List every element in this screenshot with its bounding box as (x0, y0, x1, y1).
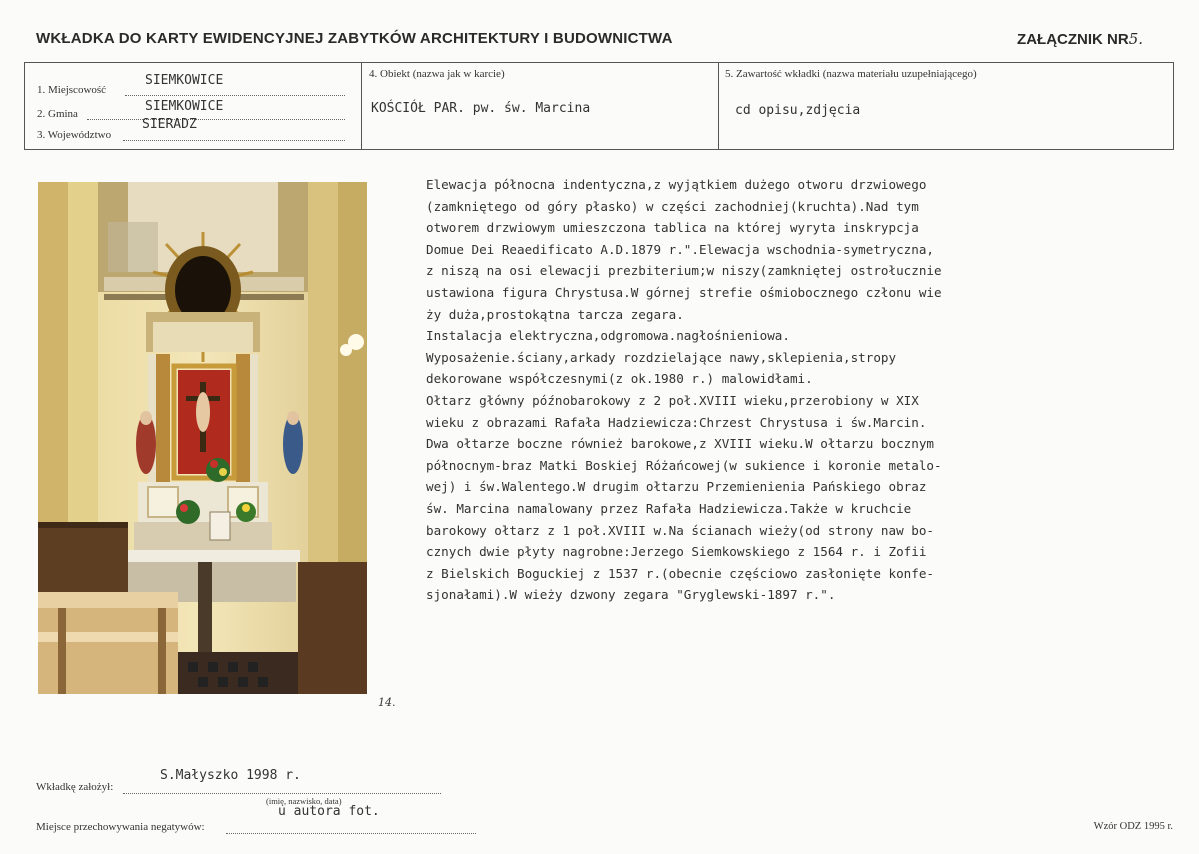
description-line: Dwa ołtarze boczne również barokowe,z XVIII wieku.W ołtarzu bocznym (426, 436, 934, 452)
author-label: Wkładkę założył: (36, 781, 114, 793)
commune-dotted-line (87, 119, 345, 120)
description-line: północnym-braz Matki Boskiej Różańcowej(w sukience i koronie metalo- (426, 457, 942, 473)
commune-label: 2. Gmina (37, 108, 78, 120)
voivodeship-dotted-line (123, 140, 345, 141)
description-line: wieku z obrazami Rafała Hadziewicza:Chrzest Chrystusa i św.Marcin. (426, 414, 927, 430)
object-label: 4. Obiekt (nazwa jak w karcie) (369, 68, 505, 80)
description-line: z niszą na osi elewacji prezbiterium;w niszy(zamkniętej ostrołucznie (426, 263, 942, 279)
description-line: Ołtarz główny późnobarokowy z 2 poł.XVIII wieku,przerobiony w XIX (426, 392, 919, 408)
commune-value: SIEMKOWICE (145, 99, 224, 114)
contents-value: cd opisu,zdjęcia (735, 103, 861, 118)
annex-label: ZAŁĄCZNIK NR (1017, 31, 1129, 48)
negatives-label: Miejsce przechowywania negatywów: (36, 821, 205, 833)
negatives-value: u autora fot. (278, 804, 380, 819)
description-line: dekorowane współczesnymi(z ok.1980 r.) malowidłami. (426, 371, 813, 387)
form-version: Wzór ODZ 1995 r. (1093, 821, 1173, 832)
description-line: z Bielskich Boguckiej z 1537 r.(obecnie częściowo zasłonięte konfe- (426, 565, 934, 581)
description-line: (zamkniętego od góry płasko) w części zachodniej(kruchta).Nad tym (426, 198, 919, 214)
description-line: ustawiona figura Chrystusa.W górnej strefie ośmiobocznego członu wie (426, 284, 942, 300)
object-value: KOŚCIÓŁ PAR. pw. św. Marcina (371, 101, 591, 116)
description-line: otworem drzwiowym umieszczona tablica na której wyryta inskrypcja (426, 220, 919, 236)
grid-divider-2 (718, 63, 719, 149)
annex-number (1017, 30, 1143, 48)
locality-dotted-line (125, 95, 345, 96)
description-line: cznych dwie płyty nagrobne:Jerzego Siemkowskiego z 1564 r. i Zofii (426, 544, 927, 560)
author-dotted-line (123, 793, 441, 794)
annex-number-value: 5. (1128, 30, 1143, 48)
negatives-dotted-line (226, 833, 476, 834)
grid-divider-1 (361, 63, 362, 149)
description-line: barokowy ołtarz z 1 poł.XVIII w.Na ścianach wieży(od strony naw bo- (426, 522, 934, 538)
locality-label: 1. Miejscowość (37, 84, 107, 96)
voivodeship-value: SIERADZ (142, 117, 197, 132)
description-text (426, 174, 1171, 606)
description-line: ży duża,prostokątna tarcza zegara. (426, 306, 684, 322)
description-line: Domue Dei Reaedificato A.D.1879 r.".Elewacja wschodnia-symetryczna, (426, 241, 934, 257)
form-title: WKŁADKA DO KARTY EWIDENCYJNEJ ZABYTKÓW ARCHITEKTURY I BUDOWNICTWA (36, 30, 673, 47)
fields-grid (24, 62, 1174, 150)
author-value: S.Małyszko 1998 r. (160, 768, 301, 783)
photo-number: 14. (378, 696, 396, 709)
locality-value: SIEMKOWICE (145, 73, 224, 88)
description-line: wej) i św.Walentego.W drugim ołtarzu Przemienienia Pańskiego obraz (426, 479, 927, 495)
contents-label: 5. Zawartość wkładki (nazwa materiału uzupełniającego) (725, 68, 977, 80)
description-line: Elewacja północna indentyczna,z wyjątkiem dużego otworu drzwiowego (426, 177, 927, 192)
description-line: Wyposażenie.ściany,arkady rozdzielające nawy,sklepienia,stropy (426, 349, 897, 365)
voivodeship-label: 3. Województwo (37, 129, 112, 141)
author-hint: (imię, nazwisko, data) (266, 796, 342, 806)
description-line: sjonałami).W wieży dzwony zegara "Gryglewski-1897 r.". (426, 587, 836, 603)
description-line: Instalacja elektryczna,odgromowa.nagłośnieniowa. (426, 328, 790, 344)
description-line: św. Marcina namalowany przez Rafała Hadziewicza.Także w kruchcie (426, 500, 912, 516)
altar-photo (38, 182, 367, 694)
